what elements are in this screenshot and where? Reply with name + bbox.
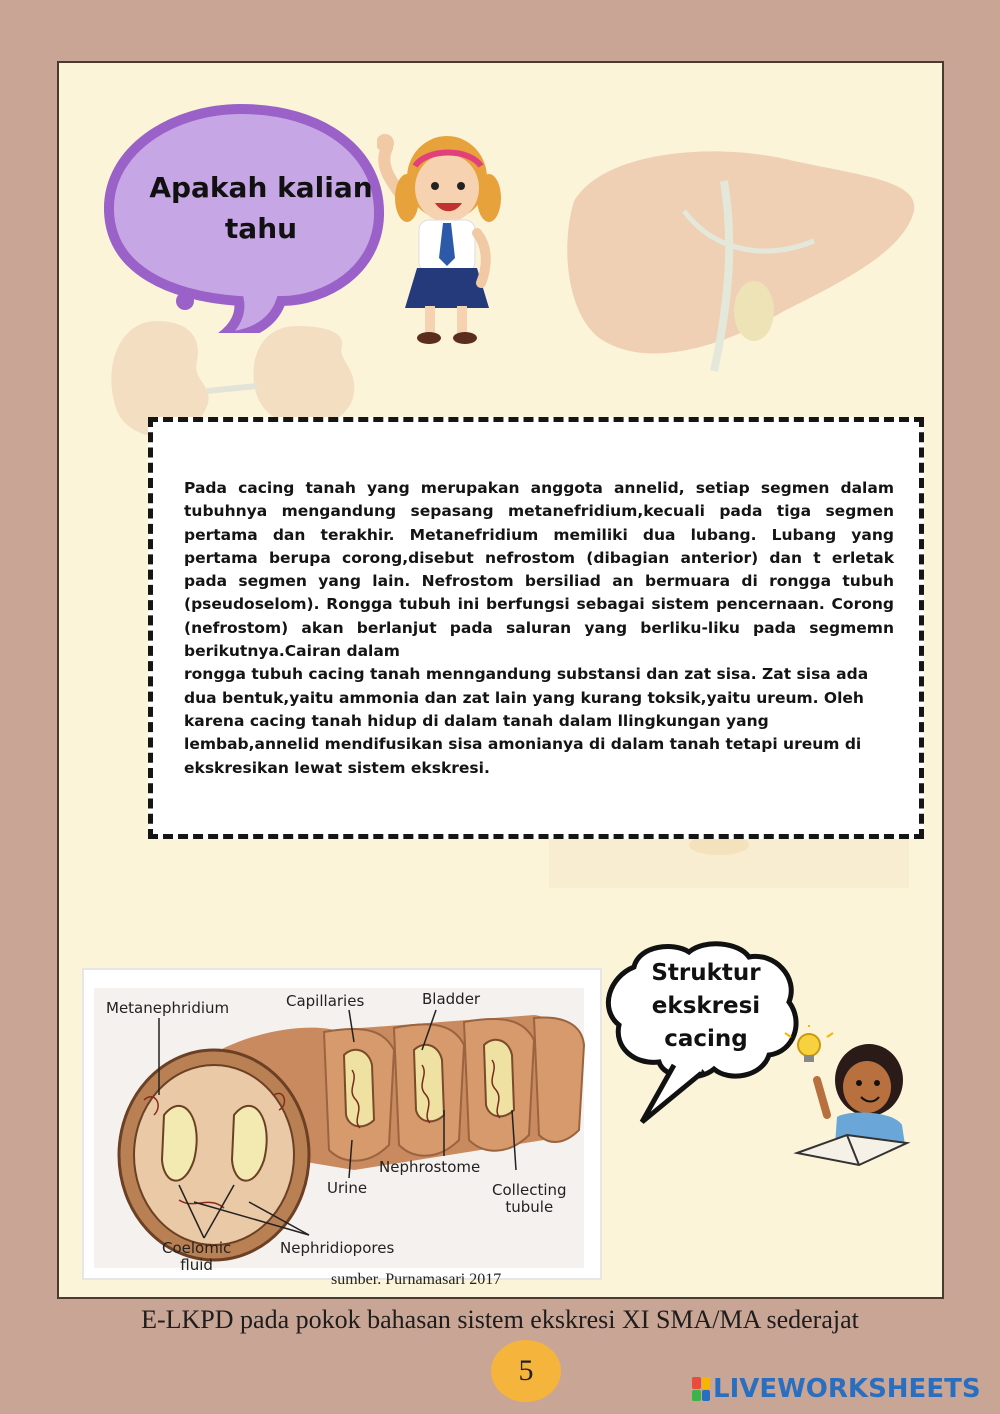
figure-source: sumber. Purnamasari 2017 bbox=[331, 1271, 502, 1288]
logo-tile bbox=[702, 1390, 711, 1402]
paragraph-line: pada segmen yang lain. Nefrostom bersiliad an bermuara di rongga tubuh bbox=[184, 572, 894, 591]
liver-illustration bbox=[564, 141, 924, 376]
bubble-question bbox=[141, 167, 381, 249]
explanation-paragraph bbox=[184, 477, 894, 780]
earthworm-excretory-diagram bbox=[82, 968, 602, 1280]
label-capillaries: Capillaries bbox=[286, 992, 365, 1010]
bubble-topic-line3: cacing bbox=[664, 1026, 748, 1052]
faded-organ-bottom bbox=[549, 833, 909, 893]
paragraph-line: dua bentuk,yaitu ammonia dan zat lain yang kurang toksik,yaitu ureum. Oleh bbox=[184, 688, 864, 707]
paragraph-line: tubuhnya mengandung sepasang metanefridium,kecuali pada tiga segmen bbox=[184, 502, 894, 521]
label-collecting-tubule: Collecting tubule bbox=[492, 1181, 567, 1216]
label-nephrostome: Nephrostome bbox=[379, 1158, 481, 1176]
paragraph-line: Pada cacing tanah yang merupakan anggota annelid, setiap segmen dalam bbox=[184, 479, 894, 497]
paragraph-line: berikutnya.Cairan dalam bbox=[184, 642, 400, 661]
liveworksheets-wordmark: LIVEWORKSHEETS bbox=[713, 1374, 981, 1404]
explanation-box bbox=[148, 417, 924, 839]
footer-title: E-LKPD pada pokok bahasan sistem ekskresi XI SMA/MA sederajat bbox=[141, 1305, 859, 1334]
liveworksheets-logo-icon bbox=[692, 1377, 710, 1401]
label-metanephridium: Metanephridium bbox=[106, 999, 230, 1017]
paragraph-line: lembab,annelid mendifusikan sisa amonianya di dalam tanah tetapi ureum di bbox=[184, 735, 862, 754]
bubble-topic-line1: Struktur bbox=[651, 960, 761, 986]
paragraph-line: karena cacing tanah hidup di dalam tanah dalam llingkungan yang bbox=[184, 711, 769, 730]
label-nephridiopores: Nephridiopores bbox=[280, 1239, 395, 1257]
bubble-question-line2: tahu bbox=[224, 212, 298, 245]
label-urine: Urine bbox=[327, 1179, 368, 1197]
worksheet-page bbox=[57, 61, 944, 1299]
page-number-badge: 5 bbox=[491, 1340, 561, 1402]
paragraph-line: rongga tubuh cacing tanah menngandung substansi dan zat sisa. Zat sisa ada bbox=[184, 665, 869, 684]
logo-tile bbox=[692, 1390, 701, 1402]
liveworksheets-brand[interactable] bbox=[692, 1374, 981, 1404]
label-bladder: Bladder bbox=[422, 990, 481, 1008]
bubble-topic bbox=[636, 957, 776, 1056]
bubble-topic-line2: ekskresi bbox=[651, 993, 761, 1019]
paragraph-line: (pseudoselom). Rongga tubuh ini berfungsi sebagai sistem pencernaan. Corong bbox=[184, 595, 894, 614]
label-coelomic-fluid: Coelomic fluid bbox=[162, 1239, 232, 1274]
student-idea-illustration bbox=[777, 1025, 917, 1175]
schoolgirl-illustration bbox=[377, 108, 507, 353]
paragraph-line: pertama dan terakhir. Metanefridium memiliki dua lubang. Lubang yang bbox=[184, 525, 894, 544]
paragraph-line: pertama berupa corong,disebut nefrostom (dibagian anterior) dan t erletak bbox=[184, 548, 894, 567]
bubble-question-line1: Apakah kalian bbox=[149, 171, 373, 204]
logo-tile bbox=[692, 1377, 701, 1389]
paragraph-line: ekskresikan lewat sistem ekskresi. bbox=[184, 758, 490, 777]
paragraph-line: (nefrostom) akan berlanjut pada saluran yang berliku-liku pada segmemn bbox=[184, 618, 894, 637]
logo-tile bbox=[702, 1377, 711, 1389]
